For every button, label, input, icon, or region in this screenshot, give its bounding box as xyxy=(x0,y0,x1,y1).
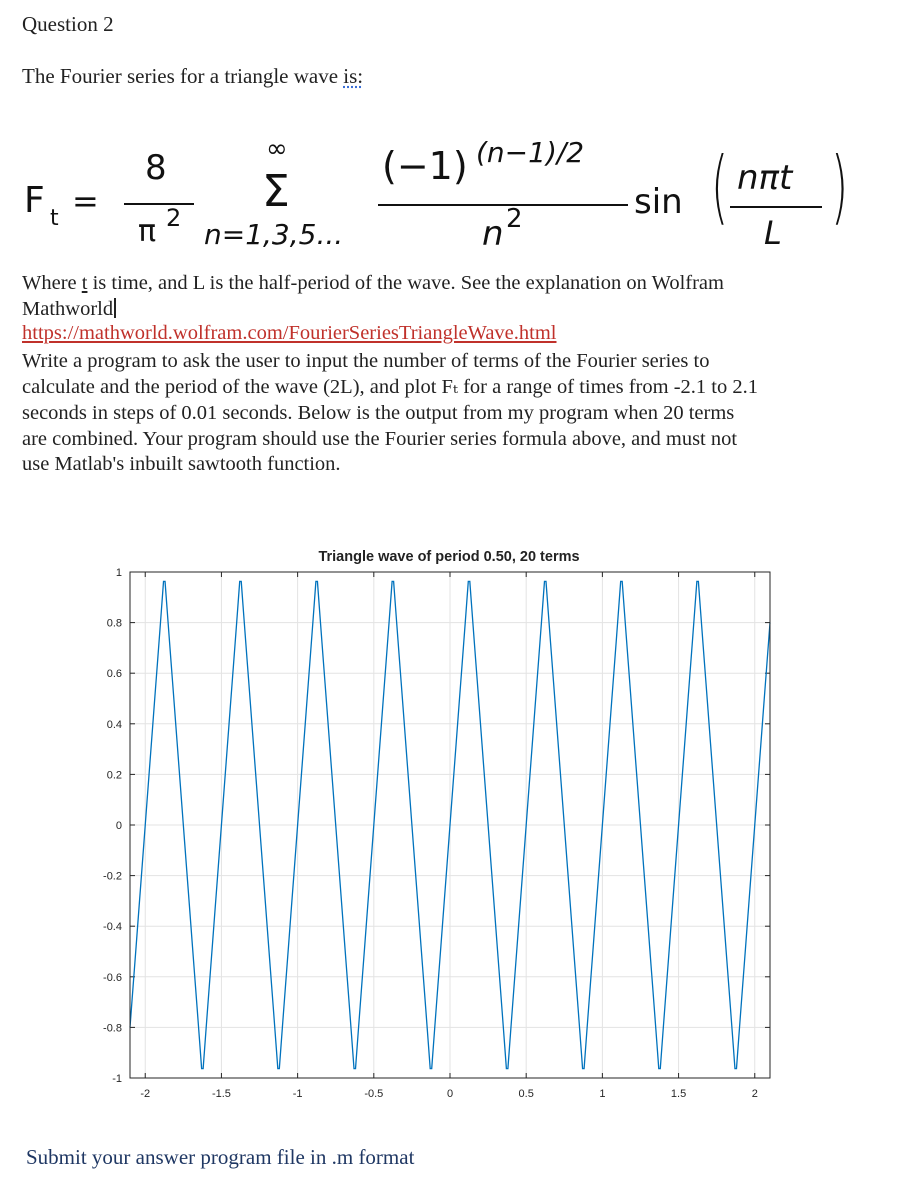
where-post: is time, and L is the half-period of the wave. See the explanation on Wolfram xyxy=(87,272,724,294)
y-tick-label: -0.6 xyxy=(103,971,122,984)
formula-arg-numerator: nπt xyxy=(737,158,793,198)
formula-frac-denominator: n xyxy=(482,214,504,254)
y-tick-label: 0.8 xyxy=(106,617,122,630)
mathworld-link[interactable]: https://mathworld.wolfram.com/FourierSeriesTriangleWave.html xyxy=(22,322,557,344)
where-line xyxy=(22,271,862,297)
formula-frac-numerator-exponent: (n−1)/2 xyxy=(476,136,585,169)
formula-lhs-subscript: t xyxy=(50,206,59,231)
formula-coef-bar xyxy=(124,203,194,205)
where-pre: Where xyxy=(22,272,82,294)
formula-arg-denominator: L xyxy=(764,214,782,252)
x-tick-label: 1 xyxy=(599,1088,606,1100)
instruction-line-5: use Matlab's inbuilt sawtooth function. xyxy=(22,453,341,475)
instruction-line-4: are combined. Your program should use the Fourier series formula above, and must not xyxy=(22,428,738,450)
instruction-line-2: calculate and the period of the wave (2L), and plot Fₜ for a range of times from -2.1 to 2.1 xyxy=(22,376,758,398)
instruction-line-1: Write a program to ask the user to input the number of terms of the Fourier series to xyxy=(22,350,710,372)
where-t: t xyxy=(81,272,88,294)
formula-paren-open: ( xyxy=(711,140,729,233)
x-tick-label: 2 xyxy=(751,1088,758,1100)
formula-lhs: F xyxy=(24,180,45,221)
submit-instructions: Submit your answer program file in .m format xyxy=(26,1145,415,1169)
y-tick-label: 0.4 xyxy=(106,718,122,731)
formula-sum-symbol: Σ xyxy=(262,166,290,217)
formula-coef-denominator: π xyxy=(138,214,157,249)
x-tick-label: -0.5 xyxy=(364,1088,384,1100)
formula-sum-upper: ∞ xyxy=(266,134,288,164)
chart-title: Triangle wave of period 0.50, 20 terms xyxy=(318,549,580,565)
text-cursor xyxy=(114,298,116,318)
y-tick-label: -0.8 xyxy=(103,1022,122,1035)
formula-frac-numerator-base: (−1) xyxy=(382,144,468,188)
x-tick-label: 1.5 xyxy=(670,1088,687,1100)
x-tick-label: -1.5 xyxy=(211,1088,231,1100)
y-tick-label: -0.4 xyxy=(103,921,122,934)
y-tick-label: 1 xyxy=(115,567,122,579)
intro-is: is: xyxy=(343,64,364,88)
x-tick-label: 0 xyxy=(446,1088,454,1100)
formula-arg-bar xyxy=(730,206,822,208)
x-tick-label: -1 xyxy=(292,1088,303,1100)
mathworld-text: Mathworld xyxy=(22,298,114,320)
intro-text xyxy=(22,64,363,89)
formula-sum-lower: n=1,3,5... xyxy=(204,218,344,251)
chart-ticks xyxy=(103,567,770,1100)
question-title: Question 2 xyxy=(22,12,114,36)
formula-frac-denominator-exponent: 2 xyxy=(506,204,523,234)
x-tick-label: 0.5 xyxy=(518,1088,534,1100)
formula-coef-numerator: 8 xyxy=(145,148,167,188)
triangle-wave-chart xyxy=(0,530,906,1110)
instruction-line-3: seconds in steps of 0.01 seconds. Below is the output from my program when 20 terms xyxy=(22,402,735,424)
formula-coef-exponent: 2 xyxy=(166,204,182,232)
y-tick-label: 0.6 xyxy=(106,668,122,681)
fourier-formula xyxy=(0,128,906,268)
y-tick-label: 0.2 xyxy=(106,769,122,782)
intro-lead: The Fourier series for a triangle wave xyxy=(22,64,344,88)
formula-paren-close: ) xyxy=(831,140,849,233)
x-tick-label: -2 xyxy=(140,1088,151,1100)
mathworld-line xyxy=(22,297,862,323)
y-tick-label: -0.2 xyxy=(103,870,122,883)
formula-frac-bar xyxy=(378,204,628,206)
formula-sin: sin xyxy=(634,182,683,222)
y-tick-label: -1 xyxy=(112,1073,122,1085)
y-tick-label: 0 xyxy=(115,820,122,832)
formula-equals: = xyxy=(72,182,99,220)
